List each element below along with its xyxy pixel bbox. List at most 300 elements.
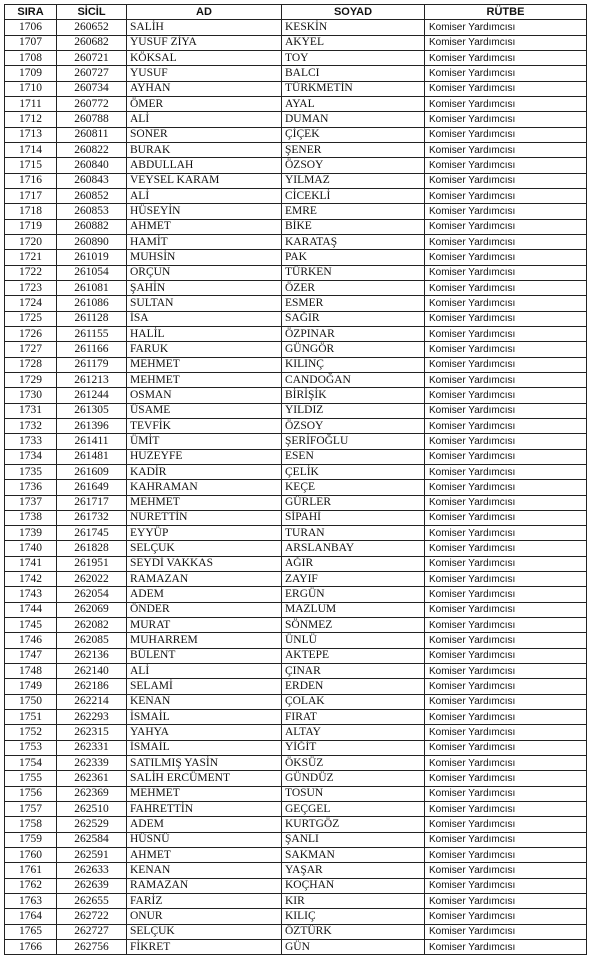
cell-ad: İSA — [127, 311, 282, 326]
cell-ad: SONER — [127, 127, 282, 142]
cell-sicil: 262293 — [57, 710, 127, 725]
cell-sira: 1724 — [5, 296, 57, 311]
table-row — [5, 372, 587, 387]
table-row — [5, 786, 587, 801]
table-row — [5, 526, 587, 541]
cell-sicil: 260734 — [57, 81, 127, 96]
cell-soyad: ÖZPINAR — [282, 326, 425, 341]
cell-ad: ADEM — [127, 587, 282, 602]
cell-sicil: 260853 — [57, 204, 127, 219]
cell-soyad: SİPAHİ — [282, 510, 425, 525]
cell-sira: 1741 — [5, 556, 57, 571]
cell-soyad: BİRİŞİK — [282, 388, 425, 403]
cell-soyad: ŞANLI — [282, 832, 425, 847]
cell-sira: 1719 — [5, 219, 57, 234]
cell-sicil: 260811 — [57, 127, 127, 142]
table-row — [5, 326, 587, 341]
cell-sicil: 262756 — [57, 940, 127, 955]
cell-ad: HÜSNÜ — [127, 832, 282, 847]
cell-soyad: GÜRLER — [282, 495, 425, 510]
cell-sira: 1760 — [5, 848, 57, 863]
table-row — [5, 541, 587, 556]
cell-sira: 1729 — [5, 372, 57, 387]
cell-soyad: ÜNLÜ — [282, 633, 425, 648]
cell-sira: 1742 — [5, 572, 57, 587]
cell-soyad: AKTEPE — [282, 648, 425, 663]
cell-sicil: 262584 — [57, 832, 127, 847]
cell-sira: 1735 — [5, 464, 57, 479]
cell-soyad: ŞENER — [282, 142, 425, 157]
column-header-rutbe: RÜTBE — [425, 5, 587, 20]
table-row — [5, 740, 587, 755]
cell-sicil: 262069 — [57, 602, 127, 617]
cell-soyad: ÇİÇEK — [282, 127, 425, 142]
cell-ad: RAMAZAN — [127, 878, 282, 893]
cell-rutbe: Komiser Yardımcısı — [425, 20, 587, 35]
cell-soyad: AĞIR — [282, 556, 425, 571]
cell-sicil: 261128 — [57, 311, 127, 326]
cell-ad: KENAN — [127, 694, 282, 709]
cell-soyad: ÖZTÜRK — [282, 924, 425, 939]
cell-soyad: GÜNGÖR — [282, 342, 425, 357]
cell-sira: 1738 — [5, 510, 57, 525]
cell-ad: ABDULLAH — [127, 158, 282, 173]
table-row — [5, 81, 587, 96]
cell-ad: MUHARREM — [127, 633, 282, 648]
cell-sicil: 262082 — [57, 618, 127, 633]
cell-ad: MEHMET — [127, 495, 282, 510]
cell-rutbe: Komiser Yardımcısı — [425, 526, 587, 541]
cell-sira: 1755 — [5, 771, 57, 786]
cell-soyad: KOÇHAN — [282, 878, 425, 893]
cell-sira: 1739 — [5, 526, 57, 541]
cell-rutbe: Komiser Yardımcısı — [425, 188, 587, 203]
cell-rutbe: Komiser Yardımcısı — [425, 296, 587, 311]
cell-ad: RAMAZAN — [127, 572, 282, 587]
cell-soyad: CİCEKLİ — [282, 188, 425, 203]
cell-sicil: 261054 — [57, 265, 127, 280]
cell-ad: ALİ — [127, 112, 282, 127]
table-row — [5, 204, 587, 219]
cell-soyad: BİKE — [282, 219, 425, 234]
cell-soyad: ZAYIF — [282, 572, 425, 587]
cell-sicil: 261411 — [57, 434, 127, 449]
cell-rutbe: Komiser Yardımcısı — [425, 173, 587, 188]
cell-rutbe: Komiser Yardımcısı — [425, 219, 587, 234]
cell-soyad: KURTGÖZ — [282, 817, 425, 832]
table-row — [5, 449, 587, 464]
cell-sicil: 262339 — [57, 756, 127, 771]
cell-sira: 1765 — [5, 924, 57, 939]
cell-soyad: GEÇGEL — [282, 802, 425, 817]
table-row — [5, 112, 587, 127]
table-row — [5, 265, 587, 280]
cell-ad: HALİL — [127, 326, 282, 341]
table-row — [5, 633, 587, 648]
cell-sicil: 260788 — [57, 112, 127, 127]
cell-sira: 1736 — [5, 480, 57, 495]
cell-ad: İSMAİL — [127, 710, 282, 725]
cell-ad: MURAT — [127, 618, 282, 633]
cell-sira: 1710 — [5, 81, 57, 96]
cell-rutbe: Komiser Yardımcısı — [425, 756, 587, 771]
cell-rutbe: Komiser Yardımcısı — [425, 771, 587, 786]
cell-sira: 1717 — [5, 188, 57, 203]
cell-ad: SEYDİ VAKKAS — [127, 556, 282, 571]
table-row — [5, 694, 587, 709]
table-row — [5, 50, 587, 65]
cell-sira: 1745 — [5, 618, 57, 633]
cell-soyad: YILDIZ — [282, 403, 425, 418]
cell-ad: KAHRAMAN — [127, 480, 282, 495]
cell-sicil: 260652 — [57, 20, 127, 35]
cell-rutbe: Komiser Yardımcısı — [425, 142, 587, 157]
cell-sicil: 260882 — [57, 219, 127, 234]
cell-sicil: 262727 — [57, 924, 127, 939]
cell-sicil: 261179 — [57, 357, 127, 372]
cell-sicil: 262331 — [57, 740, 127, 755]
cell-rutbe: Komiser Yardımcısı — [425, 618, 587, 633]
table-row — [5, 572, 587, 587]
cell-sira: 1732 — [5, 418, 57, 433]
cell-sicil: 262591 — [57, 848, 127, 863]
cell-rutbe: Komiser Yardımcısı — [425, 112, 587, 127]
cell-ad: ALİ — [127, 188, 282, 203]
cell-ad: ÖMER — [127, 96, 282, 111]
cell-soyad: TOY — [282, 50, 425, 65]
cell-ad: ONUR — [127, 909, 282, 924]
cell-soyad: GÜN — [282, 940, 425, 955]
cell-sicil: 262186 — [57, 679, 127, 694]
cell-rutbe: Komiser Yardımcısı — [425, 817, 587, 832]
cell-sicil: 261732 — [57, 510, 127, 525]
cell-soyad: TÜRKMETİN — [282, 81, 425, 96]
cell-soyad: EMRE — [282, 204, 425, 219]
cell-sicil: 262529 — [57, 817, 127, 832]
table-body — [5, 20, 587, 955]
table-row — [5, 894, 587, 909]
cell-sira: 1713 — [5, 127, 57, 142]
cell-soyad: YİĞİT — [282, 740, 425, 755]
table-row — [5, 648, 587, 663]
cell-rutbe: Komiser Yardımcısı — [425, 510, 587, 525]
cell-sicil: 261649 — [57, 480, 127, 495]
cell-sicil: 261305 — [57, 403, 127, 418]
table-row — [5, 802, 587, 817]
cell-soyad: BALCI — [282, 66, 425, 81]
cell-sira: 1759 — [5, 832, 57, 847]
cell-ad: AYHAN — [127, 81, 282, 96]
cell-rutbe: Komiser Yardımcısı — [425, 694, 587, 709]
cell-sicil: 260890 — [57, 234, 127, 249]
cell-soyad: SAĞIR — [282, 311, 425, 326]
cell-sicil: 260840 — [57, 158, 127, 173]
table-row — [5, 96, 587, 111]
cell-sira: 1749 — [5, 679, 57, 694]
table-header — [5, 5, 587, 20]
cell-sicil: 260843 — [57, 173, 127, 188]
table-row — [5, 756, 587, 771]
roster-sheet — [4, 4, 587, 955]
cell-sira: 1718 — [5, 204, 57, 219]
cell-ad: SELÇUK — [127, 924, 282, 939]
cell-rutbe: Komiser Yardımcısı — [425, 403, 587, 418]
cell-ad: ORÇUN — [127, 265, 282, 280]
cell-soyad: ÖZER — [282, 280, 425, 295]
cell-soyad: KIR — [282, 894, 425, 909]
cell-sicil: 261019 — [57, 250, 127, 265]
cell-sicil: 261081 — [57, 280, 127, 295]
cell-sira: 1728 — [5, 357, 57, 372]
cell-soyad: SAKMAN — [282, 848, 425, 863]
cell-soyad: ERGÜN — [282, 587, 425, 602]
cell-rutbe: Komiser Yardımcısı — [425, 50, 587, 65]
cell-ad: FİKRET — [127, 940, 282, 955]
cell-ad: BÜLENT — [127, 648, 282, 663]
cell-sira: 1730 — [5, 388, 57, 403]
cell-ad: NURETTİN — [127, 510, 282, 525]
table-row — [5, 464, 587, 479]
cell-sira: 1748 — [5, 664, 57, 679]
cell-sicil: 260822 — [57, 142, 127, 157]
table-row — [5, 388, 587, 403]
cell-sira: 1766 — [5, 940, 57, 955]
cell-ad: SATILMIŞ YASİN — [127, 756, 282, 771]
table-row — [5, 848, 587, 863]
cell-rutbe: Komiser Yardımcısı — [425, 679, 587, 694]
cell-rutbe: Komiser Yardımcısı — [425, 786, 587, 801]
cell-sicil: 260852 — [57, 188, 127, 203]
cell-ad: SALİH ERCÜMENT — [127, 771, 282, 786]
cell-sicil: 261244 — [57, 388, 127, 403]
cell-soyad: KILIÇ — [282, 909, 425, 924]
cell-soyad: KARATAŞ — [282, 234, 425, 249]
cell-sicil: 262361 — [57, 771, 127, 786]
cell-rutbe: Komiser Yardımcısı — [425, 802, 587, 817]
cell-ad: FAHRETTİN — [127, 802, 282, 817]
cell-ad: YUSUF — [127, 66, 282, 81]
cell-rutbe: Komiser Yardımcısı — [425, 556, 587, 571]
table-row — [5, 909, 587, 924]
cell-sira: 1715 — [5, 158, 57, 173]
cell-rutbe: Komiser Yardımcısı — [425, 280, 587, 295]
header-row — [5, 5, 587, 20]
cell-rutbe: Komiser Yardımcısı — [425, 924, 587, 939]
cell-rutbe: Komiser Yardımcısı — [425, 357, 587, 372]
cell-ad: SELAMİ — [127, 679, 282, 694]
cell-sira: 1754 — [5, 756, 57, 771]
table-row — [5, 403, 587, 418]
cell-sira: 1731 — [5, 403, 57, 418]
cell-sira: 1763 — [5, 894, 57, 909]
table-row — [5, 495, 587, 510]
cell-sicil: 262214 — [57, 694, 127, 709]
table-row — [5, 158, 587, 173]
cell-rutbe: Komiser Yardımcısı — [425, 725, 587, 740]
cell-rutbe: Komiser Yardımcısı — [425, 648, 587, 663]
table-row — [5, 725, 587, 740]
table-row — [5, 556, 587, 571]
cell-sicil: 260682 — [57, 35, 127, 50]
table-row — [5, 480, 587, 495]
cell-ad: OSMAN — [127, 388, 282, 403]
cell-ad: HAMİT — [127, 234, 282, 249]
cell-sira: 1764 — [5, 909, 57, 924]
cell-soyad: DUMAN — [282, 112, 425, 127]
cell-rutbe: Komiser Yardımcısı — [425, 909, 587, 924]
cell-ad: MEHMET — [127, 786, 282, 801]
cell-rutbe: Komiser Yardımcısı — [425, 127, 587, 142]
cell-soyad: FIRAT — [282, 710, 425, 725]
cell-ad: HUZEYFE — [127, 449, 282, 464]
cell-ad: MUHSİN — [127, 250, 282, 265]
cell-ad: KÖKSAL — [127, 50, 282, 65]
cell-sira: 1711 — [5, 96, 57, 111]
cell-sicil: 261166 — [57, 342, 127, 357]
cell-sira: 1737 — [5, 495, 57, 510]
cell-rutbe: Komiser Yardımcısı — [425, 204, 587, 219]
cell-ad: YAHYA — [127, 725, 282, 740]
cell-sicil: 261828 — [57, 541, 127, 556]
table-row — [5, 710, 587, 725]
table-row — [5, 878, 587, 893]
cell-rutbe: Komiser Yardımcısı — [425, 326, 587, 341]
cell-sicil: 262369 — [57, 786, 127, 801]
cell-ad: KENAN — [127, 863, 282, 878]
table-row — [5, 817, 587, 832]
cell-rutbe: Komiser Yardımcısı — [425, 832, 587, 847]
cell-sira: 1751 — [5, 710, 57, 725]
cell-sicil: 261155 — [57, 326, 127, 341]
cell-sira: 1723 — [5, 280, 57, 295]
cell-soyad: ESEN — [282, 449, 425, 464]
cell-soyad: ŞERİFOĞLU — [282, 434, 425, 449]
cell-sira: 1709 — [5, 66, 57, 81]
cell-rutbe: Komiser Yardımcısı — [425, 388, 587, 403]
cell-soyad: CANDOĞAN — [282, 372, 425, 387]
table-row — [5, 434, 587, 449]
cell-sira: 1743 — [5, 587, 57, 602]
cell-sira: 1721 — [5, 250, 57, 265]
table-row — [5, 587, 587, 602]
table-row — [5, 234, 587, 249]
cell-ad: ALİ — [127, 664, 282, 679]
cell-ad: YUSUF ZİYA — [127, 35, 282, 50]
cell-sicil: 262315 — [57, 725, 127, 740]
cell-sira: 1714 — [5, 142, 57, 157]
cell-rutbe: Komiser Yardımcısı — [425, 449, 587, 464]
cell-ad: ADEM — [127, 817, 282, 832]
cell-sicil: 261951 — [57, 556, 127, 571]
cell-ad: ÜSAME — [127, 403, 282, 418]
cell-sira: 1753 — [5, 740, 57, 755]
cell-rutbe: Komiser Yardımcısı — [425, 878, 587, 893]
cell-soyad: ÖKSÜZ — [282, 756, 425, 771]
cell-rutbe: Komiser Yardımcısı — [425, 265, 587, 280]
cell-soyad: MAZLUM — [282, 602, 425, 617]
column-header-sicil: SİCİL — [57, 5, 127, 20]
cell-rutbe: Komiser Yardımcısı — [425, 311, 587, 326]
column-header-ad: AD — [127, 5, 282, 20]
cell-ad: AHMET — [127, 219, 282, 234]
cell-sira: 1744 — [5, 602, 57, 617]
cell-sira: 1712 — [5, 112, 57, 127]
cell-ad: İSMAİL — [127, 740, 282, 755]
cell-sicil: 261609 — [57, 464, 127, 479]
cell-soyad: ERDEN — [282, 679, 425, 694]
cell-sira: 1762 — [5, 878, 57, 893]
cell-sira: 1746 — [5, 633, 57, 648]
cell-rutbe: Komiser Yardımcısı — [425, 81, 587, 96]
cell-rutbe: Komiser Yardımcısı — [425, 863, 587, 878]
cell-rutbe: Komiser Yardımcısı — [425, 633, 587, 648]
cell-rutbe: Komiser Yardımcısı — [425, 848, 587, 863]
cell-rutbe: Komiser Yardımcısı — [425, 572, 587, 587]
table-row — [5, 219, 587, 234]
cell-sicil: 260727 — [57, 66, 127, 81]
cell-soyad: AYAL — [282, 96, 425, 111]
cell-rutbe: Komiser Yardımcısı — [425, 602, 587, 617]
cell-sicil: 261396 — [57, 418, 127, 433]
cell-soyad: ÇELİK — [282, 464, 425, 479]
cell-sicil: 262140 — [57, 664, 127, 679]
cell-sira: 1726 — [5, 326, 57, 341]
cell-sicil: 261717 — [57, 495, 127, 510]
cell-soyad: ÖZSOY — [282, 158, 425, 173]
cell-sicil: 260721 — [57, 50, 127, 65]
cell-rutbe: Komiser Yardımcısı — [425, 96, 587, 111]
table-row — [5, 20, 587, 35]
cell-soyad: ÖZSOY — [282, 418, 425, 433]
cell-sicil: 262022 — [57, 572, 127, 587]
cell-ad: KADİR — [127, 464, 282, 479]
cell-rutbe: Komiser Yardımcısı — [425, 664, 587, 679]
table-row — [5, 35, 587, 50]
cell-ad: FARUK — [127, 342, 282, 357]
cell-ad: HÜSEYİN — [127, 204, 282, 219]
cell-soyad: TÜRKEN — [282, 265, 425, 280]
cell-sicil: 261745 — [57, 526, 127, 541]
cell-sira: 1722 — [5, 265, 57, 280]
table-row — [5, 250, 587, 265]
cell-rutbe: Komiser Yardımcısı — [425, 710, 587, 725]
cell-rutbe: Komiser Yardımcısı — [425, 740, 587, 755]
cell-rutbe: Komiser Yardımcısı — [425, 234, 587, 249]
cell-soyad: KEÇE — [282, 480, 425, 495]
cell-sira: 1747 — [5, 648, 57, 663]
cell-sicil: 262510 — [57, 802, 127, 817]
table-row — [5, 418, 587, 433]
cell-soyad: GÜNDÜZ — [282, 771, 425, 786]
cell-soyad: ALTAY — [282, 725, 425, 740]
table-row — [5, 664, 587, 679]
cell-rutbe: Komiser Yardımcısı — [425, 342, 587, 357]
cell-soyad: TURAN — [282, 526, 425, 541]
cell-sira: 1752 — [5, 725, 57, 740]
cell-sicil: 262722 — [57, 909, 127, 924]
cell-sira: 1734 — [5, 449, 57, 464]
cell-ad: FARİZ — [127, 894, 282, 909]
table-row — [5, 188, 587, 203]
cell-sicil: 261086 — [57, 296, 127, 311]
table-row — [5, 127, 587, 142]
table-row — [5, 618, 587, 633]
cell-soyad: ÇINAR — [282, 664, 425, 679]
cell-soyad: TOSUN — [282, 786, 425, 801]
cell-soyad: ESMER — [282, 296, 425, 311]
cell-sira: 1758 — [5, 817, 57, 832]
roster-table — [4, 4, 587, 955]
